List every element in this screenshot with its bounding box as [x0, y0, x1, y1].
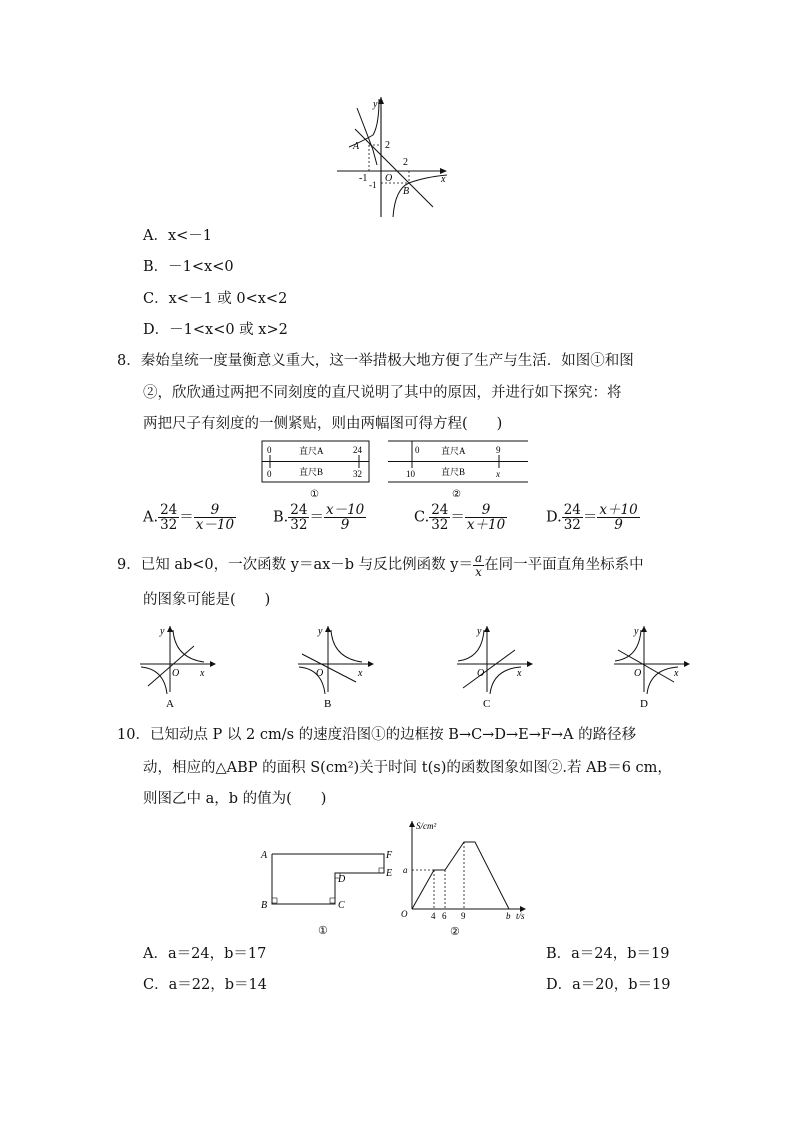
- denominator: x－10: [195, 517, 235, 534]
- vertex-a: A: [261, 850, 268, 861]
- ruler-a-label: 直尺A: [441, 446, 466, 456]
- graph-y-arrow: [409, 821, 415, 827]
- q7-point-b: B: [403, 186, 410, 197]
- numerator: 24: [431, 502, 449, 518]
- q9-graph-d[interactable]: [612, 624, 692, 710]
- option-text: －1<x<0: [168, 259, 234, 275]
- denominator: 32: [290, 517, 308, 534]
- numerator: 24: [563, 502, 581, 518]
- graph-origin: O: [401, 909, 408, 919]
- q10-function-graph: [398, 817, 533, 939]
- graph-tick-6: 6: [442, 911, 447, 921]
- q7-tick-2x: 2: [403, 157, 408, 168]
- shape-outline: [272, 854, 384, 904]
- graph-caption: A: [166, 698, 174, 710]
- q10-text-2: 动，相应的△ABP 的面积 S(cm²)关于时间 t(s)的函数图象如图②.若 AB＝6 cm，: [143, 760, 672, 776]
- figure-caption: ①: [310, 489, 319, 500]
- q10-shape-figure: [258, 842, 400, 938]
- option-letter: D．: [546, 977, 573, 993]
- axis-x-label: x: [358, 668, 363, 679]
- ruler-a-end: 24: [353, 445, 362, 455]
- q8-line1: [117, 346, 634, 377]
- q10-text-3: 则图乙中 a，b 的值为( ): [143, 791, 327, 807]
- q8-number: 8．: [117, 353, 141, 369]
- graph-tick-4: 4: [431, 911, 436, 921]
- q9-text-1b: 在同一平面直角坐标系中: [484, 557, 644, 573]
- ruler-b-label: 直尺B: [299, 467, 324, 477]
- axis-origin: O: [634, 668, 642, 679]
- graph-caption: C: [483, 698, 491, 710]
- vertex-f: F: [386, 850, 393, 861]
- numerator: 24: [160, 502, 178, 518]
- graph-tick-9: 9: [461, 911, 466, 921]
- option-letter: A．: [143, 946, 168, 962]
- q7-option-d[interactable]: [143, 315, 288, 346]
- q10-text-1: 已知动点 P 以 2 cm/s 的速度沿图①的边框按 B→C→D→E→F→A 的路径移: [149, 727, 637, 743]
- axis-x-label: x: [200, 668, 205, 679]
- q10-option-d[interactable]: [546, 970, 670, 1001]
- option-text: x<－1 或 0<x<2: [168, 291, 288, 307]
- graph-tick-a: a: [403, 865, 408, 875]
- axis-y-label: y: [477, 626, 482, 637]
- axis-y-label: y: [160, 626, 165, 637]
- q7-hyperbola-upper: [357, 108, 377, 165]
- q8-ruler-figure-2: [386, 440, 531, 500]
- q7-tick-m1: -1: [359, 173, 368, 184]
- q7-origin: O: [385, 173, 393, 184]
- axis-y-label: y: [318, 626, 323, 637]
- q9-inline-fraction: [473, 552, 484, 578]
- option-text: a＝24，b＝19: [571, 946, 670, 962]
- denominator: 9: [614, 517, 623, 534]
- q10-number: 10．: [117, 727, 150, 743]
- denominator: 32: [160, 517, 178, 534]
- q7-option-b[interactable]: [143, 252, 234, 283]
- q10-option-c[interactable]: [143, 970, 267, 1001]
- ruler-b-ten: 10: [406, 469, 415, 479]
- vertex-d: D: [338, 874, 346, 885]
- q9-graph-c[interactable]: [455, 624, 535, 710]
- axis-origin: O: [477, 668, 485, 679]
- option-letter: C．: [143, 291, 169, 307]
- option-text: －1<x<0 或 x>2: [169, 322, 288, 338]
- graph-tick-b: b: [506, 911, 511, 921]
- option-letter: B．: [143, 259, 169, 275]
- q8-option-d[interactable]: D. $\frac{24}{32}$ ＝ $\frac{x+10}{9}$: [546, 502, 638, 534]
- vertex-b: B: [261, 900, 268, 911]
- left-fraction: [158, 503, 179, 532]
- axis-x-label: x: [517, 668, 522, 679]
- left-fraction: [429, 503, 450, 532]
- numerator: 9: [465, 503, 507, 518]
- ruler-a-end: 9: [496, 445, 501, 455]
- q9-number: 9．: [117, 557, 141, 573]
- vertex-c: C: [338, 900, 345, 911]
- numerator: a: [474, 550, 483, 565]
- axis-x-label: x: [674, 668, 679, 679]
- q7-line: [355, 129, 433, 207]
- option-letter: C．: [143, 977, 169, 993]
- graph-caption: B: [324, 698, 332, 710]
- numerator: x－10: [325, 502, 365, 518]
- left-fraction: [288, 503, 309, 532]
- numerator: x＋10: [599, 502, 638, 518]
- right-fraction: [324, 503, 366, 532]
- q8-ruler-figure-1: [260, 440, 372, 500]
- axis-y-label: y: [634, 626, 639, 637]
- q7-x-label: x: [441, 174, 446, 185]
- q8-text-1: 秦始皇统一度量衡意义重大，这一举措极大地方便了生产与生活．如图①和图: [140, 353, 634, 369]
- numerator: 9: [194, 503, 236, 518]
- q8-text-3: 两把尺子有刻度的一侧紧贴，则由两幅图可得方程( ): [143, 416, 503, 432]
- denominator: 32: [431, 517, 449, 534]
- option-letter: D．: [143, 322, 170, 338]
- graph-polyline: [412, 842, 509, 909]
- ruler-b-zero: 0: [267, 469, 272, 479]
- q10-line1: [117, 720, 636, 751]
- option-letter: C.: [414, 509, 430, 526]
- denominator: 32: [563, 517, 581, 534]
- denominator: x＋10: [466, 517, 506, 534]
- graph-y-label: S/cm²: [416, 821, 437, 831]
- denominator: 9: [340, 517, 350, 534]
- option-letter: A.: [143, 509, 159, 526]
- figure-caption: ②: [450, 926, 460, 938]
- ruler-b-end: 32: [353, 469, 362, 479]
- figure-caption: ①: [318, 925, 328, 937]
- q7-option-a[interactable]: [143, 221, 212, 252]
- right-fraction: [194, 503, 236, 532]
- q7-tick-m1y: -1: [369, 180, 377, 190]
- q7-point-a: A: [353, 141, 360, 152]
- q9-graph-b[interactable]: [296, 624, 376, 710]
- figure-caption: ②: [452, 489, 461, 500]
- q8-text-2: ②，欣欣通过两把不同刻度的直尺说明了其中的原因，并进行如下探究：将: [143, 385, 622, 401]
- option-text: a＝20，b＝19: [572, 977, 671, 993]
- option-letter: B．: [546, 946, 572, 962]
- q8-option-c[interactable]: C. $\frac{24}{32}$ ＝ $\frac{9}{x+10}$: [414, 502, 506, 534]
- right-fraction: [465, 503, 507, 532]
- q8-option-b[interactable]: B. $\frac{24}{32}$ ＝ $\frac{x-10}{9}$: [273, 502, 365, 534]
- numerator: 24: [290, 502, 308, 518]
- right-fraction: [597, 503, 639, 532]
- option-letter: B.: [273, 509, 289, 526]
- q8-option-a[interactable]: A. $\frac{24}{32}$ ＝ $\frac{9}{x-10}$: [143, 502, 235, 534]
- ruler-a-label: 直尺A: [299, 446, 324, 456]
- q10-option-b[interactable]: [546, 939, 669, 970]
- ruler-b-label: 直尺B: [441, 467, 466, 477]
- option-letter: D.: [546, 509, 562, 526]
- ruler-b-x: x: [496, 469, 500, 479]
- graph-x-label: t/s: [516, 911, 525, 921]
- graph-caption: D: [640, 698, 648, 710]
- q7-tick-2: 2: [385, 140, 390, 151]
- q7-option-c[interactable]: [143, 284, 287, 315]
- option-text: a＝24，b＝17: [167, 946, 267, 962]
- q7-y-label: y: [373, 99, 378, 110]
- axis-origin: O: [316, 668, 324, 679]
- ruler-a-zero: 0: [267, 445, 272, 455]
- axis-origin: O: [172, 668, 180, 679]
- q7-graph: [335, 95, 455, 220]
- q9-text-2: 的图象可能是( ): [143, 592, 271, 608]
- option-text: x<－1: [167, 228, 213, 244]
- denominator: x: [475, 564, 482, 579]
- q10-option-a[interactable]: [143, 939, 266, 970]
- vertex-e: E: [386, 868, 393, 879]
- q9-graph-a[interactable]: [138, 624, 218, 710]
- q9-text-1a: 已知 ab<0，一次函数 y＝ax－b 与反比例函数 y＝: [140, 557, 473, 573]
- left-fraction: [562, 503, 583, 532]
- q9-line1: [117, 550, 644, 581]
- ruler-a-zero: 0: [415, 445, 420, 455]
- option-text: a＝22，b＝14: [168, 977, 267, 993]
- q7-hyperbola-right: [393, 175, 447, 217]
- option-letter: A．: [143, 228, 168, 244]
